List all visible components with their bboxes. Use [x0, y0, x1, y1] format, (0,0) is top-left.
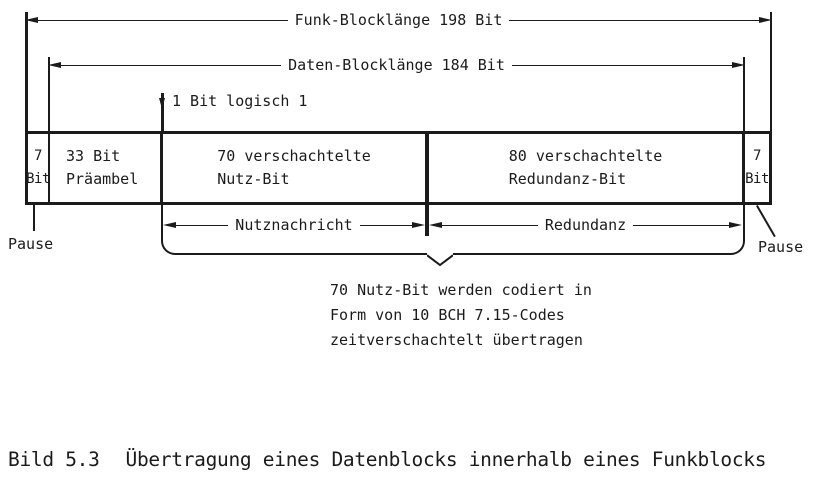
cell-text: Redundanz-Bit	[508, 170, 627, 188]
dimension-line	[61, 65, 281, 66]
funk-blocklaenge-label: Funk-Blocklänge 198 Bit	[294, 11, 503, 29]
dimension-line	[176, 225, 228, 226]
dimension-line	[360, 225, 412, 226]
arrowhead-right-icon	[759, 17, 772, 23]
cell-text: 33 Bit	[66, 147, 121, 165]
cell-text: Bit	[26, 171, 50, 187]
arrowhead-right-icon	[412, 222, 425, 228]
data-block-row	[25, 131, 772, 205]
coding-note-line: 70 Nutz-Bit werden codiert in	[330, 281, 592, 299]
pause-left-label: Pause	[8, 235, 54, 253]
cell-text: Präambel	[66, 170, 139, 188]
dimension-line	[512, 65, 732, 66]
arrowhead-left-icon	[163, 222, 176, 228]
dimension-line	[38, 20, 288, 21]
dimension-line	[633, 225, 729, 226]
cell-text: 70 verschachtelte	[217, 147, 371, 165]
cell-redundanz-bit	[429, 134, 745, 202]
nutznachricht-dimension	[163, 218, 425, 232]
bit-marker-label: 1 Bit logisch 1	[172, 92, 308, 110]
cell-text: Nutz-Bit	[217, 170, 290, 188]
arrowhead-left-icon	[429, 222, 442, 228]
cell-praeambel	[50, 134, 163, 202]
redundanz-label: Redundanz	[544, 216, 627, 234]
cell-text: 80 verschachtelte	[508, 147, 663, 165]
pause-right-leader	[756, 205, 776, 237]
dimension-line	[509, 20, 759, 21]
dimension-line	[442, 225, 538, 226]
daten-blocklaenge-dimension	[48, 58, 745, 72]
cell-text: Bit	[745, 171, 769, 187]
funk-blocklaenge-dimension	[25, 13, 772, 27]
pause-right-label: Pause	[758, 238, 804, 256]
figure-caption	[8, 448, 766, 471]
cell-text: 7	[34, 148, 42, 164]
brace-notch-icon	[427, 254, 453, 267]
figure-number: Bild 5.3	[8, 448, 100, 471]
cell-guard-right	[745, 134, 769, 202]
daten-blocklaenge-label: Daten-Blocklänge 184 Bit	[288, 56, 505, 74]
coding-note	[330, 278, 592, 353]
pause-left-leader	[33, 205, 35, 231]
cell-text: 7	[753, 148, 761, 164]
arrowhead-right-icon	[732, 62, 745, 68]
coding-note-line: Form von 10 BCH 7.15-Codes	[330, 306, 565, 324]
arrowhead-right-icon	[729, 222, 742, 228]
cell-nutz-bit	[163, 134, 429, 202]
coding-note-line: zeitverschachtelt übertragen	[330, 331, 583, 349]
funk-extension-line-right	[770, 12, 773, 131]
figure-title: Übertragung eines Datenblocks innerhalb eines Funkblocks	[125, 448, 767, 471]
brace-notch	[427, 252, 453, 265]
nutznachricht-label: Nutznachricht	[235, 216, 353, 234]
arrowhead-left-icon	[48, 62, 61, 68]
funk-extension-line-left	[25, 12, 28, 131]
arrowhead-down-icon	[159, 98, 165, 109]
redundanz-dimension	[429, 218, 742, 232]
arrowhead-left-icon	[25, 17, 38, 23]
cell-guard-left	[28, 134, 50, 202]
